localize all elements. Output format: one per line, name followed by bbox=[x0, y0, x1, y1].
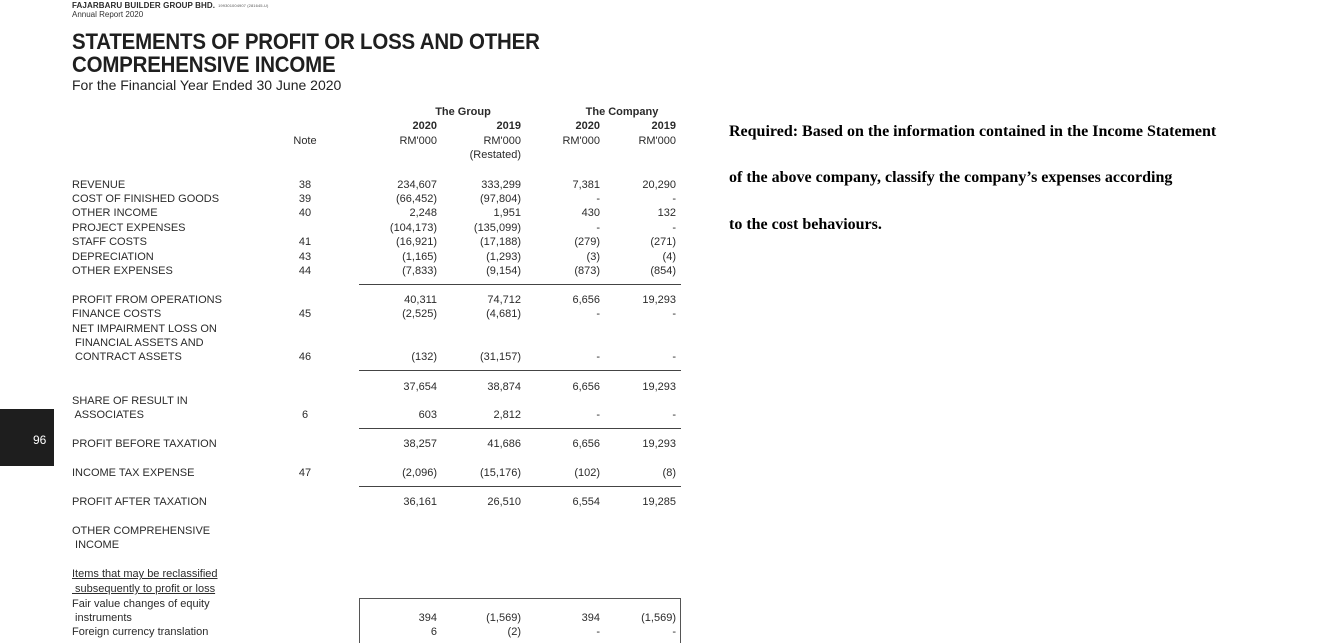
row-value: 38,874 bbox=[487, 381, 521, 393]
row-value: 394 bbox=[581, 612, 600, 624]
registration-number: 199301004907 (281645-U) bbox=[218, 3, 269, 9]
row-note: 6 bbox=[301, 409, 309, 421]
row-value: (16,921) bbox=[396, 236, 437, 248]
row-note: 38 bbox=[298, 179, 312, 191]
row-value: (2,525) bbox=[402, 308, 437, 320]
row-label: COST OF FINISHED GOODS bbox=[72, 193, 220, 205]
row-label: PROFIT FROM OPERATIONS bbox=[72, 294, 222, 306]
row-value: (1,293) bbox=[486, 251, 521, 263]
row-value: 37,654 bbox=[403, 381, 437, 393]
row-note: 39 bbox=[298, 193, 312, 205]
restated-label: (Restated) bbox=[469, 149, 521, 161]
row-value: 19,293 bbox=[642, 438, 676, 450]
row-value: - bbox=[596, 626, 600, 638]
unit-header: RM'000 bbox=[562, 135, 600, 147]
row-value: - bbox=[672, 193, 676, 205]
row-value: - bbox=[596, 193, 600, 205]
row-value: 19,285 bbox=[642, 496, 676, 508]
row-label: DEPRECIATION bbox=[72, 251, 154, 263]
row-value: (9,154) bbox=[486, 265, 521, 277]
row-value: - bbox=[596, 351, 600, 363]
year-header: 2019 bbox=[651, 120, 676, 132]
row-value: - bbox=[596, 308, 600, 320]
company-name: FAJARBARU BUILDER GROUP BHD. 199301004907 (281645-U) bbox=[72, 1, 269, 10]
row-value: - bbox=[672, 308, 676, 320]
row-value: (132) bbox=[411, 351, 437, 363]
row-value: 26,510 bbox=[487, 496, 521, 508]
row-value: 430 bbox=[581, 207, 600, 219]
statement-title bbox=[72, 30, 540, 76]
row-value: 40,311 bbox=[404, 294, 437, 306]
row-label: Items that may be reclassified bbox=[72, 568, 218, 580]
company-header: The Company bbox=[585, 106, 659, 118]
title-line-2: COMPREHENSIVE INCOME bbox=[72, 52, 336, 77]
row-label: OTHER EXPENSES bbox=[72, 265, 173, 277]
row-value: (7,833) bbox=[402, 265, 437, 277]
row-value: - bbox=[596, 409, 600, 421]
unit-header: RM'000 bbox=[483, 135, 521, 147]
row-value: (873) bbox=[574, 265, 600, 277]
row-label: REVENUE bbox=[72, 179, 126, 191]
subtotal-rule bbox=[359, 284, 681, 285]
row-label: INCOME TAX EXPENSE bbox=[72, 467, 195, 479]
row-value: (279) bbox=[574, 236, 600, 248]
row-value: (4,681) bbox=[486, 308, 521, 320]
subtotal-rule bbox=[359, 370, 681, 371]
row-note: 41 bbox=[298, 236, 312, 248]
row-value: (97,804) bbox=[480, 193, 521, 205]
row-value: (102) bbox=[574, 467, 600, 479]
year-header: 2020 bbox=[575, 120, 600, 132]
row-value: 36,161 bbox=[403, 496, 437, 508]
row-label: OTHER INCOME bbox=[72, 207, 158, 219]
row-value: 6,656 bbox=[572, 381, 600, 393]
row-value: (1,569) bbox=[486, 612, 521, 624]
row-value: - bbox=[596, 222, 600, 234]
row-label: subsequently to profit or loss bbox=[72, 583, 216, 595]
row-value: 132 bbox=[657, 207, 676, 219]
row-value: 2,812 bbox=[493, 409, 521, 421]
row-value: 19,293 bbox=[642, 381, 676, 393]
row-label: NET IMPAIRMENT LOSS ON bbox=[72, 323, 217, 335]
subtotal-rule bbox=[359, 486, 681, 487]
row-value: - bbox=[672, 626, 676, 638]
row-label: PROFIT AFTER TAXATION bbox=[72, 496, 207, 508]
row-label: instruments bbox=[72, 612, 132, 624]
row-value: 38,257 bbox=[403, 438, 437, 450]
row-value: (8) bbox=[662, 467, 676, 479]
row-value: 234,607 bbox=[397, 179, 437, 191]
row-value: 7,381 bbox=[572, 179, 600, 191]
row-value: 603 bbox=[418, 409, 437, 421]
row-value: (104,173) bbox=[389, 222, 437, 234]
row-value: (3) bbox=[586, 251, 600, 263]
row-value: 19,293 bbox=[642, 294, 676, 306]
row-value: (4) bbox=[662, 251, 676, 263]
row-value: 394 bbox=[418, 612, 437, 624]
row-note: 45 bbox=[298, 308, 312, 320]
statement-subtitle: For the Financial Year Ended 30 June 2020 bbox=[72, 77, 342, 93]
year-header: 2020 bbox=[412, 120, 437, 132]
row-value: (1,569) bbox=[641, 612, 676, 624]
row-value: - bbox=[672, 351, 676, 363]
row-value: 6,554 bbox=[572, 496, 600, 508]
row-label: FINANCIAL ASSETS AND bbox=[72, 337, 204, 349]
row-label: Foreign currency translation bbox=[72, 626, 209, 638]
row-value: (271) bbox=[650, 236, 676, 248]
page-number: 96 bbox=[33, 433, 47, 447]
required-line-2: of the above company, classify the company’s expenses according bbox=[729, 169, 1173, 186]
subtotal-rule bbox=[359, 428, 681, 429]
row-value: (1,165) bbox=[402, 251, 437, 263]
row-value: 41,686 bbox=[487, 438, 521, 450]
row-value: (2) bbox=[507, 626, 521, 638]
row-value: 6,656 bbox=[572, 294, 600, 306]
row-label: STAFF COSTS bbox=[72, 236, 147, 248]
report-label: Annual Report 2020 bbox=[72, 10, 144, 19]
row-value: (135,099) bbox=[473, 222, 521, 234]
row-value: (2,096) bbox=[402, 467, 437, 479]
row-label: FINANCE COSTS bbox=[72, 308, 162, 320]
row-label: PROFIT BEFORE TAXATION bbox=[72, 438, 217, 450]
title-line-1: STATEMENTS OF PROFIT OR LOSS AND OTHER bbox=[72, 29, 540, 54]
row-label: CONTRACT ASSETS bbox=[72, 351, 182, 363]
row-note: 40 bbox=[298, 207, 312, 219]
row-label: OTHER COMPREHENSIVE bbox=[72, 525, 211, 537]
row-value: (66,452) bbox=[396, 193, 437, 205]
note-header: Note bbox=[293, 135, 317, 147]
required-line-3: to the cost behaviours. bbox=[729, 216, 882, 233]
required-line-1: Required: Based on the information contained in the Income Statement bbox=[729, 123, 1217, 140]
row-value: (17,188) bbox=[480, 236, 521, 248]
group-header: The Group bbox=[435, 106, 491, 118]
unit-header: RM'000 bbox=[399, 135, 437, 147]
row-value: 20,290 bbox=[642, 179, 676, 191]
fair-value-box bbox=[359, 598, 681, 643]
row-label: Fair value changes of equity bbox=[72, 598, 210, 610]
row-value: (854) bbox=[650, 265, 676, 277]
row-value: 6,656 bbox=[572, 438, 600, 450]
page-number-tab bbox=[0, 409, 54, 466]
row-note: 47 bbox=[298, 467, 312, 479]
row-value: 333,299 bbox=[481, 179, 521, 191]
row-value: - bbox=[672, 222, 676, 234]
unit-header: RM'000 bbox=[638, 135, 676, 147]
row-note: 46 bbox=[298, 351, 312, 363]
row-note: 44 bbox=[298, 265, 312, 277]
row-value: (31,157) bbox=[480, 351, 521, 363]
row-label: ASSOCIATES bbox=[72, 409, 144, 421]
row-label: PROJECT EXPENSES bbox=[72, 222, 186, 234]
row-value: (15,176) bbox=[480, 467, 521, 479]
row-note: 43 bbox=[298, 251, 312, 263]
row-value: 6 bbox=[430, 626, 437, 638]
row-label: INCOME bbox=[72, 539, 120, 551]
year-header: 2019 bbox=[496, 120, 521, 132]
row-value: 1,951 bbox=[493, 207, 521, 219]
row-value: - bbox=[672, 409, 676, 421]
row-value: 2,248 bbox=[409, 207, 437, 219]
row-label: SHARE OF RESULT IN bbox=[72, 395, 188, 407]
row-value: 74,712 bbox=[487, 294, 521, 306]
